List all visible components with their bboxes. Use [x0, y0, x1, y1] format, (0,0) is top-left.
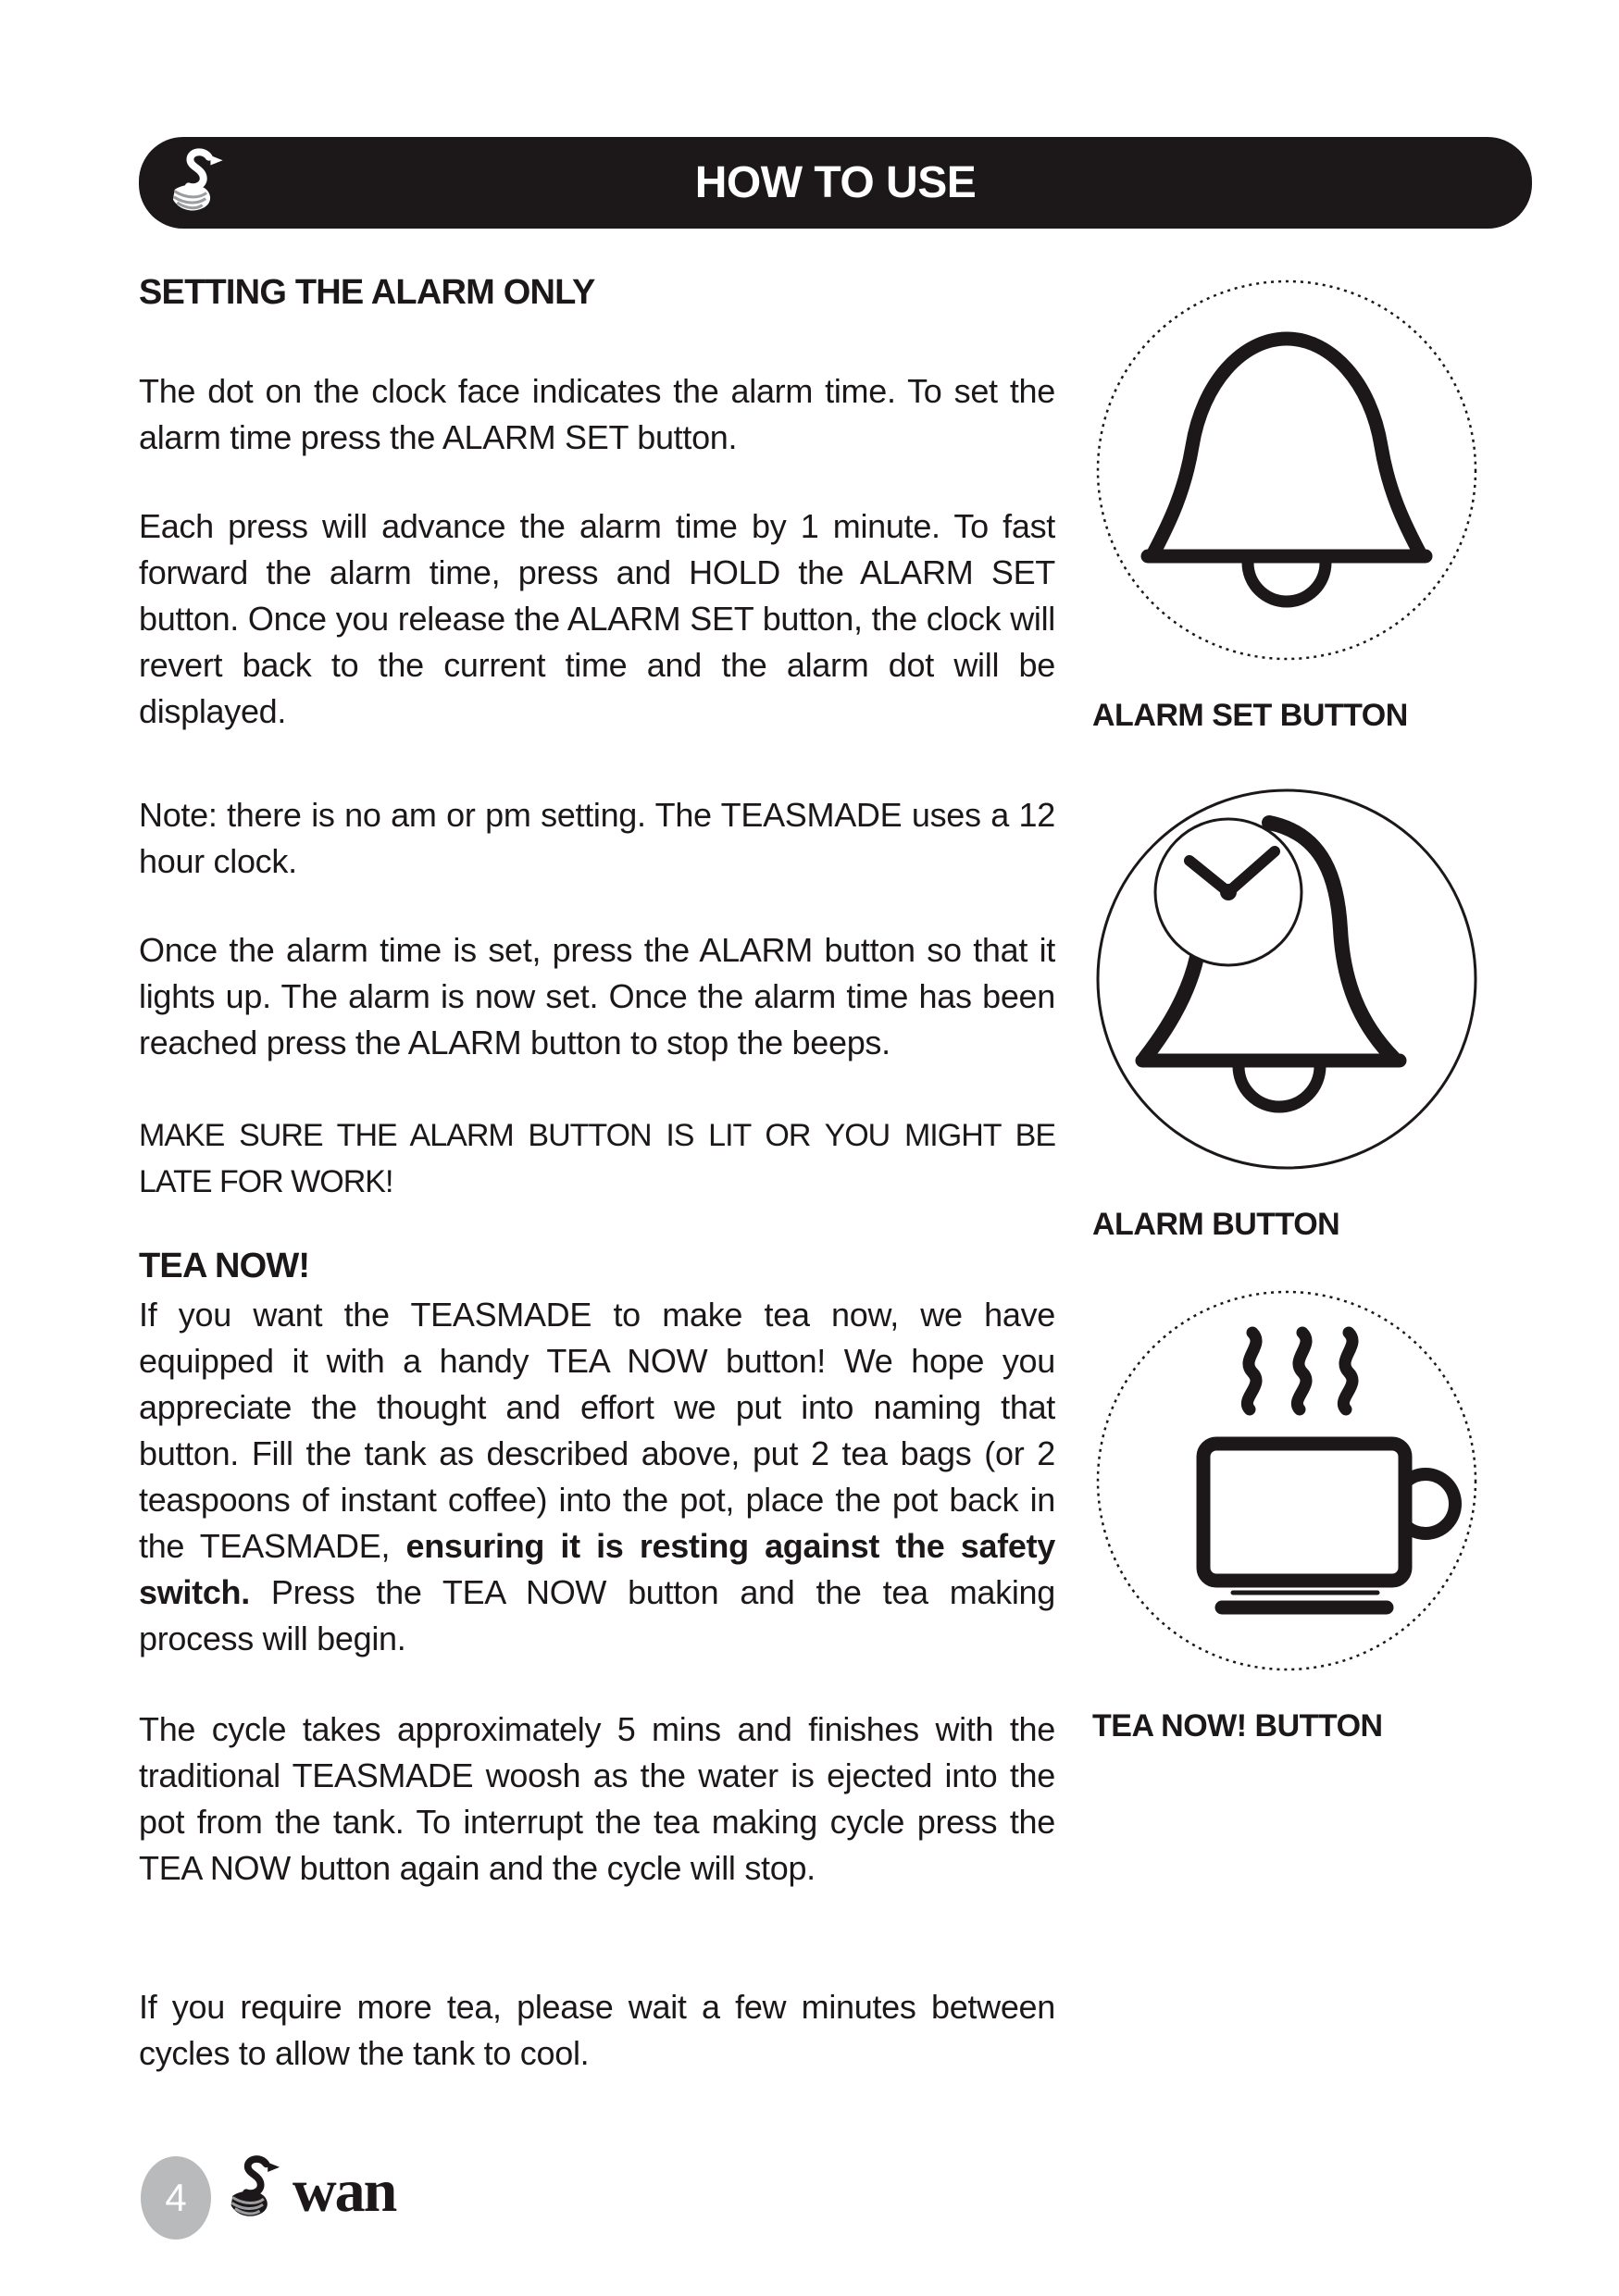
tea-now-figure	[1092, 1286, 1500, 1744]
bell-icon	[1092, 276, 1481, 664]
page-title: HOW TO USE	[694, 158, 977, 207]
paragraph-warning: MAKE SURE THE ALARM BUTTON IS LIT OR YOU MIGHT BE LATE FOR WORK!	[139, 1118, 1055, 1199]
swan-brand-logo	[215, 2149, 395, 2228]
header-bar	[139, 137, 1532, 229]
paragraph-tea-now	[139, 1292, 1055, 1662]
teacup-steam-icon	[1092, 1286, 1481, 1675]
page-number-badge	[141, 2156, 211, 2240]
paragraph-cycle: The cycle takes approximately 5 mins and finishes with the traditional TEASMADE woosh as the water is ejected into the pot from the tank. To interrupt the tea making cycle press the TEA NOW button again and the cycle will stop.	[139, 1710, 1055, 1887]
paragraph-alarm-set: Once the alarm time is set, press the ALARM button so that it lights up. The alarm is now set. Once the alarm time has been reached press the ALARM button to stop the beeps.	[139, 931, 1055, 1061]
paragraph-intro: The dot on the clock face indicates the alarm time. To set the alarm time press the ALARM SET button.	[139, 372, 1055, 456]
tea-now-button-label: TEA NOW! BUTTON	[1092, 1708, 1383, 1744]
instructions-column	[139, 268, 1055, 2077]
tea-now-bold-text: ensuring it is resting against the safety switch.	[139, 1527, 1055, 1611]
paragraph-more-tea: If you require more tea, please wait a few minutes between cycles to allow the tank to cool.	[139, 1988, 1055, 2072]
tea-now-text-after: Press the TEA NOW button and the tea making process will begin.	[139, 1573, 1055, 1657]
tea-now-text: If you want the TEASMADE to make tea now, we have equipped it with a handy TEA NOW button! We hope you appreciate the thought and effort we put into naming that button. Fill the tank as described above, put 2 tea bags (or 2 teaspoons of instant coffee) into the pot, place the pot back in the TEASMADE,	[139, 1296, 1055, 1565]
alarm-button-label: ALARM BUTTON	[1092, 1207, 1340, 1242]
swan-logo-icon	[159, 142, 241, 223]
page-number: 4	[165, 2176, 187, 2219]
section-heading-tea-now: TEA NOW!	[139, 1247, 310, 1285]
section-heading-alarm: SETTING THE ALARM ONLY	[139, 273, 595, 312]
paragraph-note: Note: there is no am or pm setting. The TEASMADE uses a 12 hour clock.	[139, 796, 1055, 880]
alarm-set-button-label: ALARM SET BUTTON	[1092, 698, 1408, 733]
swan-footer-icon	[215, 2149, 300, 2228]
swan-wordmark: wan	[293, 2157, 396, 2225]
bell-clock-icon	[1092, 785, 1481, 1173]
alarm-button-figure	[1092, 785, 1500, 1243]
alarm-set-figure	[1092, 276, 1500, 734]
paragraph-advance: Each press will advance the alarm time by 1 minute. To fast forward the alarm time, press and HOLD the ALARM SET button. Once you release the ALARM SET button, the clock will revert back to the current time and the alarm dot will be displayed.	[139, 507, 1055, 730]
